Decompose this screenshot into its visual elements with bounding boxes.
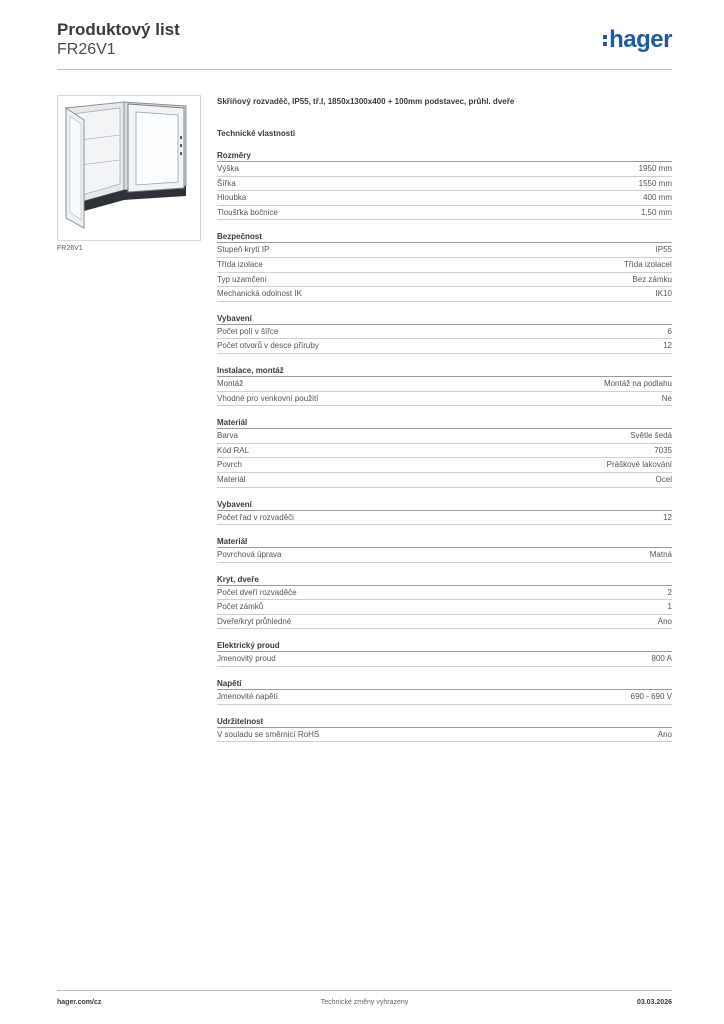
spec-row <box>217 325 672 340</box>
product-code: FR26V1 <box>57 41 116 58</box>
spec-value: 6 <box>667 326 672 336</box>
spec-row <box>217 206 672 221</box>
spec-section <box>217 363 672 406</box>
spec-value: IK10 <box>655 289 672 299</box>
spec-label: Hloubka <box>217 193 247 203</box>
spec-label: Montáž <box>217 378 244 388</box>
spec-value: Třída izolaceI <box>623 259 672 269</box>
spec-section <box>217 148 672 220</box>
spec-row <box>217 392 672 407</box>
spec-value: Matná <box>649 550 672 560</box>
spec-section <box>217 534 672 563</box>
spec-label: Počet otvorů v desce příruby <box>217 341 319 351</box>
spec-row <box>217 191 672 206</box>
section-heading: Materiál <box>217 534 672 548</box>
section-heading: Kryt, dveře <box>217 572 672 586</box>
technical-properties-heading: Technické vlastnosti <box>217 129 296 138</box>
spec-row <box>217 473 672 488</box>
spec-value: IP55 <box>655 245 672 255</box>
spec-value: Montáž na podlahu <box>603 378 672 388</box>
spec-label: Počet řad v rozvaděči <box>217 512 294 522</box>
spec-value: Ocel <box>655 474 672 484</box>
spec-section <box>217 714 672 743</box>
spec-label: Počet polí v šířce <box>217 326 279 336</box>
spec-label: Jmenovitý proud <box>217 654 276 664</box>
spec-row <box>217 690 672 705</box>
footer-date: 03.03.2026 <box>636 999 672 1006</box>
product-description: Skříňový rozvaděč, IP55, tř.I, 1850x1300x400 + 100mm podstavec, průhl. dveře <box>217 97 515 106</box>
footer-notice: Technické změny vyhrazeny <box>320 999 409 1006</box>
logo-text: hager <box>609 26 672 53</box>
spec-value: 690 - 690 V <box>630 692 672 702</box>
spec-row <box>217 258 672 273</box>
spec-row <box>217 615 672 630</box>
spec-row <box>217 339 672 354</box>
spec-value: 1,50 mm <box>640 207 672 217</box>
spec-row <box>217 377 672 392</box>
spec-value: Ne <box>661 393 672 403</box>
spec-row <box>217 728 672 743</box>
spec-row <box>217 458 672 473</box>
product-image <box>57 95 201 241</box>
spec-value: 1550 mm <box>638 178 672 188</box>
product-details <box>217 96 672 751</box>
spec-label: Počet zámků <box>217 602 264 612</box>
spec-label: Typ uzamčení <box>217 274 267 284</box>
spec-row <box>217 287 672 302</box>
spec-value: 1950 mm <box>638 164 672 173</box>
spec-row <box>217 243 672 258</box>
spec-label: Povrchová úprava <box>217 550 282 560</box>
spec-value: 7035 <box>654 445 672 455</box>
section-heading: Vybavení <box>217 497 672 511</box>
spec-section <box>217 415 672 487</box>
spec-value: Ano <box>657 729 672 739</box>
spec-value: Práškové lakování <box>606 460 672 470</box>
spec-row <box>217 444 672 459</box>
spec-label: Výška <box>217 164 239 173</box>
spec-value: 12 <box>663 341 672 351</box>
spec-row <box>217 177 672 192</box>
logo-dots-icon <box>603 35 607 46</box>
section-heading: Napětí <box>217 676 672 690</box>
section-heading: Udržitelnost <box>217 714 672 728</box>
spec-row <box>217 273 672 288</box>
spec-label: Povrch <box>217 460 242 470</box>
hager-logo <box>603 26 672 54</box>
spec-label: Jmenovité napětí <box>217 692 278 702</box>
spec-row <box>217 162 672 177</box>
section-heading: Materiál <box>217 415 672 429</box>
spec-row <box>217 429 672 444</box>
spec-value: 12 <box>663 512 672 522</box>
spec-label: Kód RAL <box>217 445 250 455</box>
spec-label: Barva <box>217 431 238 441</box>
spec-value: Ano <box>657 616 672 626</box>
page-header <box>57 20 672 70</box>
spec-row <box>217 600 672 615</box>
spec-label: Počet dveří rozvaděče <box>217 587 297 597</box>
section-heading: Rozměry <box>217 148 672 162</box>
spec-value: 1 <box>667 602 672 612</box>
spec-label: Šířka <box>217 178 236 188</box>
page-footer <box>57 990 672 1012</box>
distribution-cabinet-image-icon <box>58 96 200 240</box>
spec-value: 2 <box>667 587 672 597</box>
spec-label: Materiál <box>217 474 246 484</box>
spec-label: Dveře/kryt průhledné <box>217 616 292 626</box>
spec-value: 800 A <box>651 654 672 664</box>
section-heading: Bezpečnost <box>217 229 672 243</box>
spec-label: V souladu se směrnicí RoHS <box>217 729 320 739</box>
spec-section <box>217 311 672 354</box>
spec-row <box>217 652 672 667</box>
spec-label: Stupeň krytí IP <box>217 245 270 255</box>
section-heading: Vybavení <box>217 311 672 325</box>
spec-label: Třída izolace <box>217 259 263 269</box>
spec-label: Tloušťka bočnice <box>217 207 278 217</box>
section-heading: Instalace, montáž <box>217 363 672 377</box>
spec-sections <box>217 148 672 742</box>
spec-row <box>217 548 672 563</box>
spec-section <box>217 572 672 630</box>
spec-section <box>217 497 672 526</box>
spec-section <box>217 638 672 667</box>
spec-section <box>217 676 672 705</box>
section-heading: Elektrický proud <box>217 638 672 652</box>
spec-label: Vhodné pro venkovní použití <box>217 393 319 403</box>
image-caption: FR26V1 <box>57 245 83 252</box>
document-title: Produktový list <box>57 20 180 39</box>
spec-value: 400 mm <box>643 193 672 203</box>
footer-website[interactable]: hager.com/cz <box>57 999 102 1006</box>
spec-row <box>217 586 672 601</box>
spec-row <box>217 511 672 526</box>
spec-value: Bez zámku <box>632 274 672 284</box>
spec-section <box>217 229 672 301</box>
spec-label: Mechanická odolnost IK <box>217 289 302 299</box>
spec-value: Světle šedá <box>630 431 672 441</box>
